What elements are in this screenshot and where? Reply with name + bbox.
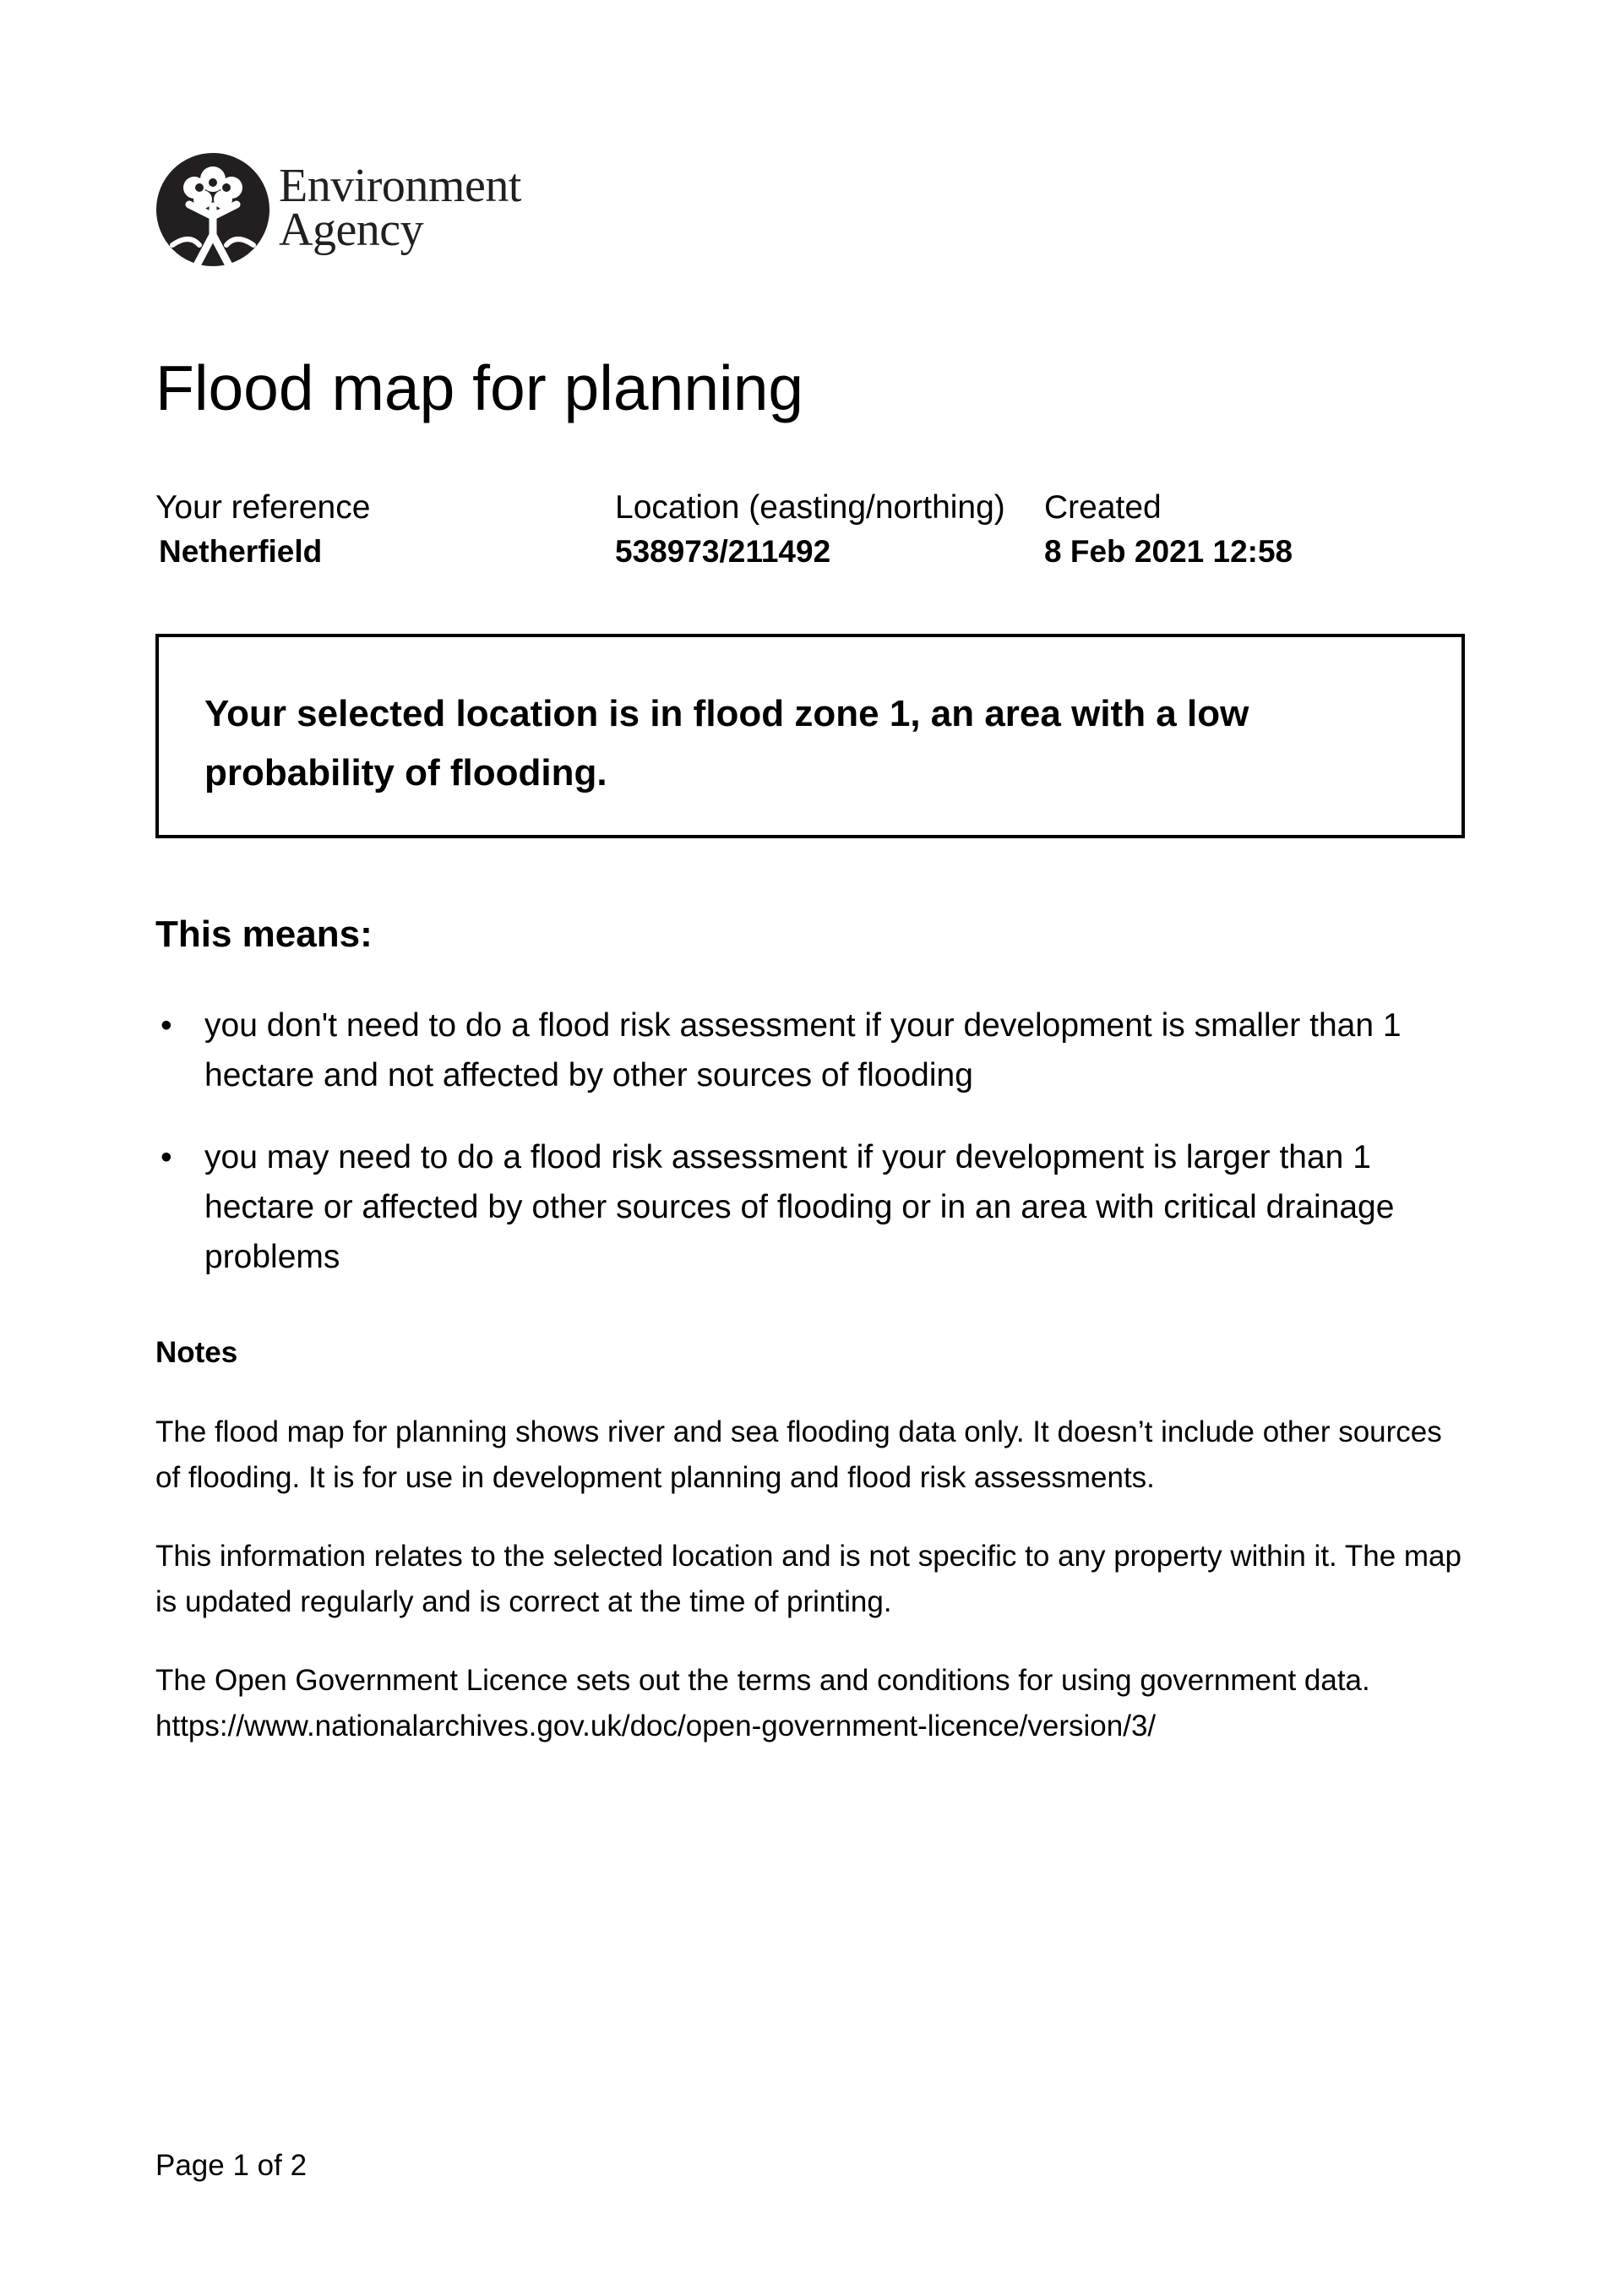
bullet-icon: • [161,1139,172,1175]
environment-agency-logo [155,150,595,275]
meta-location [615,488,1005,570]
tree-person-icon [155,150,270,269]
created-value: 8 Feb 2021 12:58 [1044,533,1293,569]
flood-zone-box [155,634,1465,838]
notes-heading: Notes [155,1336,238,1369]
reference-label: Your reference [155,489,371,526]
means-heading: This means: [155,913,373,955]
note-paragraph: This information relates to the selected location and is not specific to any property within it. The map is updated regularly and is correct at the time of printing. [155,1540,1461,1618]
location-label: Location (easting/northing) [615,489,1005,526]
created-label: Created [1044,489,1162,526]
list-item-text: you may need to do a flood risk assessment if your development is larger than 1 hectare or affected by other sources of flooding or in an area with critical drainage problems [204,1139,1395,1275]
flood-zone-statement: Your selected location is in flood zone 1, an area with a low probability of flooding. [204,693,1249,794]
meta-reference [155,488,370,570]
list-item [155,1001,1456,1100]
means-list [155,1001,1456,1282]
note-paragraph: The flood map for planning shows river and sea flooding data only. It doesn’t include other sources of flooding. It is for use in development planning and flood risk assessments. [155,1415,1442,1494]
reference-value: Netherfield [159,533,323,569]
page-title: Flood map for planning [155,352,804,423]
list-item-text: you don't need to do a flood risk assessment if your development is smaller than 1 hectare and not affected by other sources of flooding [204,1007,1402,1093]
bullet-icon: • [161,1007,172,1044]
page-number: Page 1 of 2 [155,2149,308,2182]
location-value: 538973/211492 [615,533,831,569]
logo-word-agency: Agency [279,204,424,256]
meta-created [1044,488,1293,570]
list-item [155,1132,1456,1282]
note-paragraph: The Open Government Licence sets out the terms and conditions for using government data. https://www.nationalarchives.gov.uk/doc/open-government-licence/version/3/ [155,1664,1370,1742]
logo-word-environment: Environment [279,160,521,212]
